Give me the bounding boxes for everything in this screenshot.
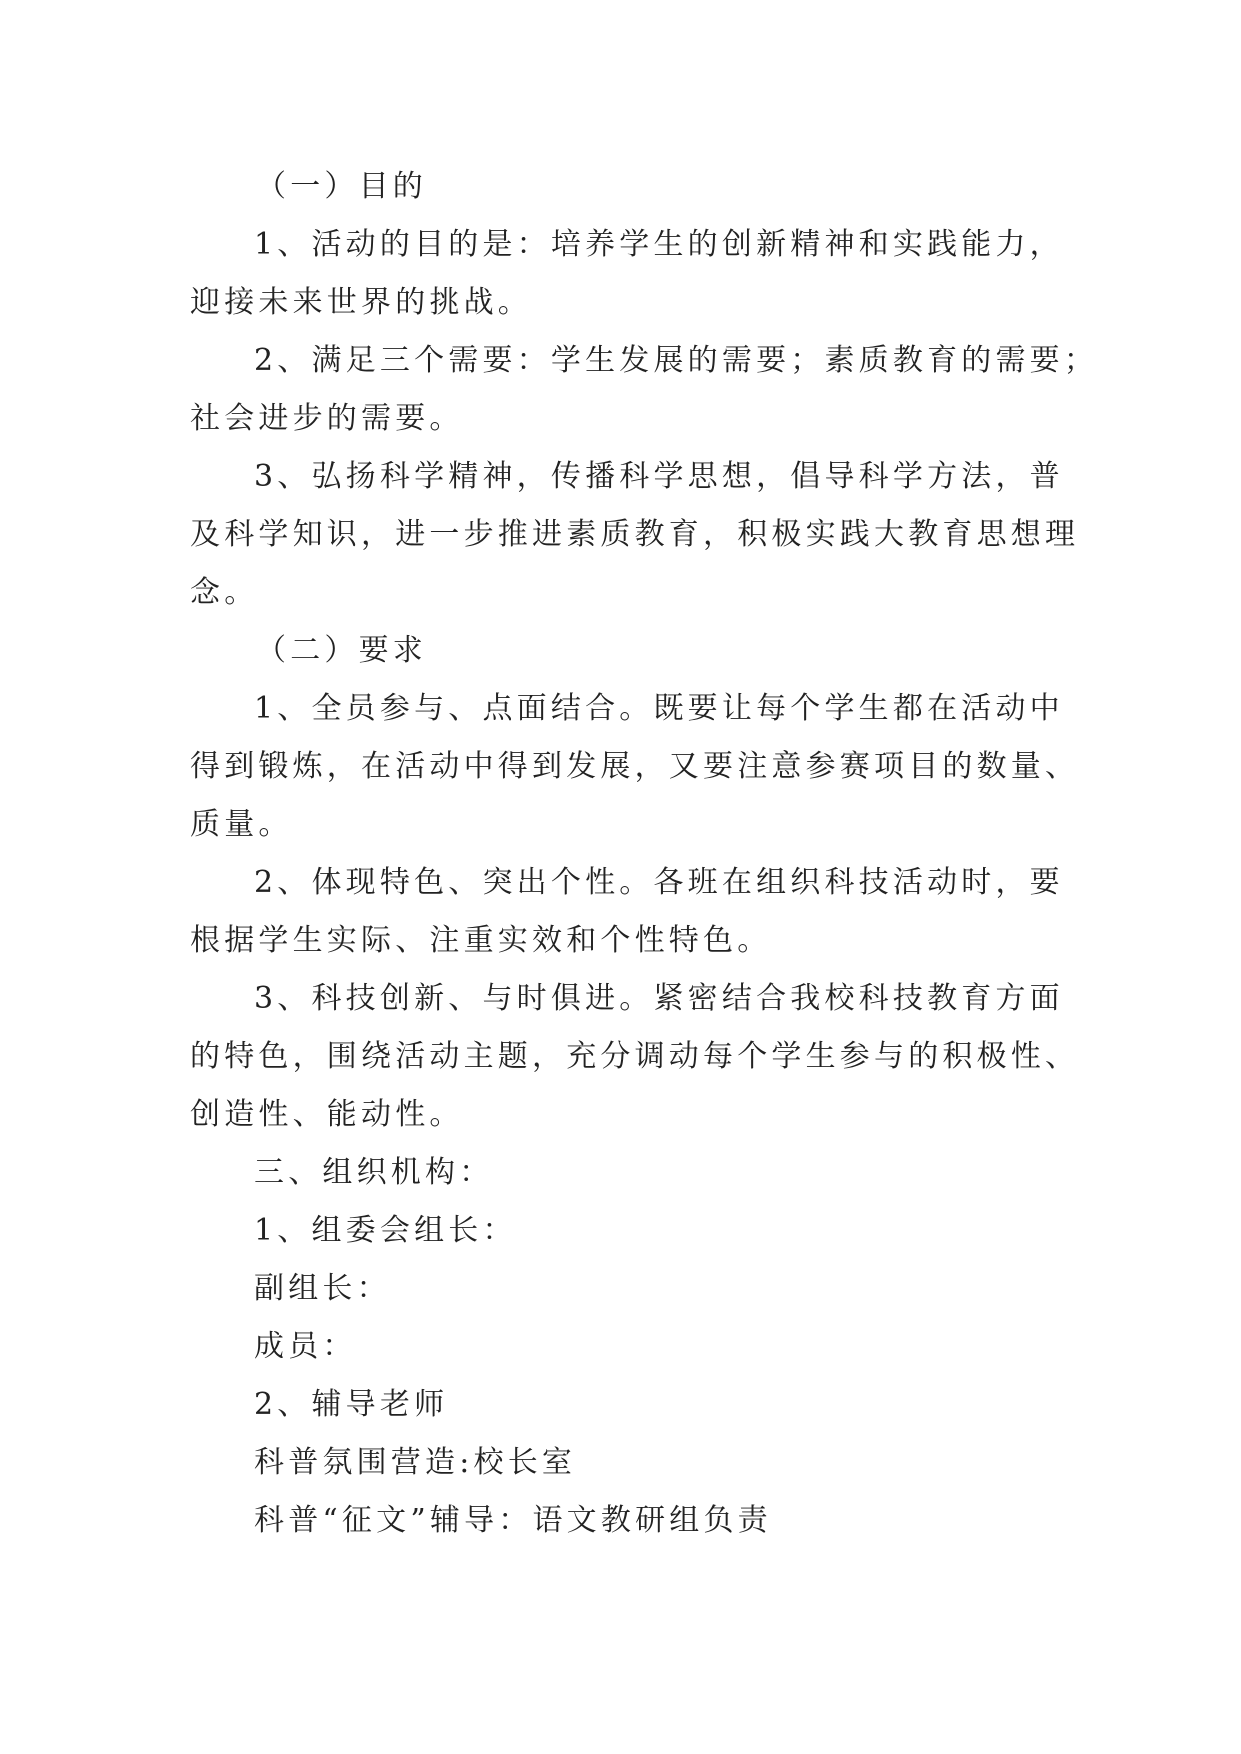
paragraph-line: 质量。 — [190, 807, 293, 842]
paragraph-line: 迎接未来世界的挑战。 — [190, 285, 532, 320]
paragraph-line: 成员： — [254, 1329, 357, 1364]
paragraph-line: 2、体现特色、突出个性。各班在组织科技活动时，要 — [254, 865, 1064, 900]
paragraph-line: 及科学知识，进一步推进素质教育，积极实践大教育思想理 — [190, 517, 1080, 552]
section-heading-purpose: （一）目的 — [256, 169, 427, 204]
paragraph-line: 1、全员参与、点面结合。既要让每个学生都在活动中 — [254, 691, 1064, 726]
paragraph-line: 1、活动的目的是：培养学生的创新精神和实践能力， — [254, 227, 1064, 262]
paragraph-line: 3、弘扬科学精神，传播科学思想，倡导科学方法，普 — [254, 459, 1064, 494]
paragraph-line: 得到锻炼，在活动中得到发展，又要注意参赛项目的数量、 — [190, 749, 1080, 784]
paragraph-line: 根据学生实际、注重实效和个性特色。 — [190, 923, 772, 958]
paragraph-line: 科普氛围营造:校长室 — [254, 1445, 577, 1480]
paragraph-line: 科普“征文”辅导：语文教研组负责 — [254, 1503, 772, 1538]
section-heading-organization: 三、组织机构： — [254, 1155, 494, 1190]
paragraph-line: 2、辅导老师 — [254, 1387, 449, 1422]
section-heading-requirements: （二）要求 — [256, 633, 427, 668]
document-body — [190, 158, 1099, 1550]
paragraph-line: 2、满足三个需要：学生发展的需要；素质教育的需要； — [254, 343, 1099, 378]
paragraph-line: 1、组委会组长： — [254, 1213, 517, 1248]
paragraph-line: 创造性、能动性。 — [190, 1097, 464, 1132]
paragraph-line: 的特色，围绕活动主题，充分调动每个学生参与的积极性、 — [190, 1039, 1080, 1074]
paragraph-line: 3、科技创新、与时俱进。紧密结合我校科技教育方面 — [254, 981, 1064, 1016]
paragraph-line: 副组长： — [254, 1271, 391, 1306]
paragraph-line: 念。 — [190, 575, 259, 610]
paragraph-line: 社会进步的需要。 — [190, 401, 464, 436]
